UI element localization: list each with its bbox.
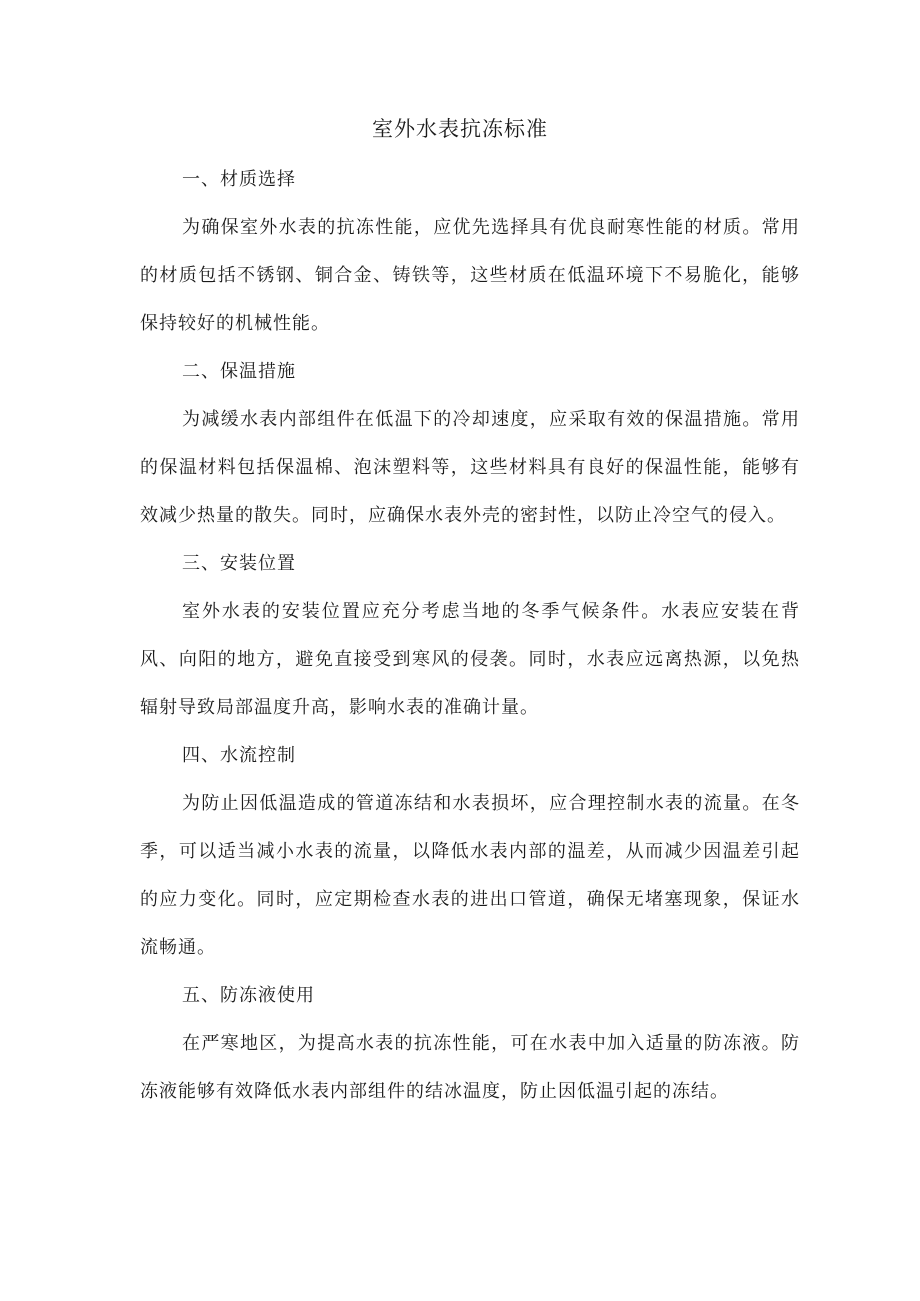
section-installation-location	[140, 540, 800, 732]
section-insulation-measures	[140, 348, 800, 540]
section-heading: 一、材质选择	[182, 169, 296, 190]
section-heading: 二、保温措施	[182, 361, 296, 382]
section-heading: 三、安装位置	[182, 553, 296, 574]
section-paragraph: 为确保室外水表的抗冻性能，应优先选择具有优良耐寒性能的材质。常用的材质包括不锈钢、铜合金、铸铁等，这些材质在低温环境下不易脆化，能够保持较好的机械性能。	[140, 217, 800, 334]
section-water-flow-control	[140, 732, 800, 972]
section-material-selection	[140, 156, 800, 348]
section-heading: 四、水流控制	[182, 745, 296, 766]
section-heading: 五、防冻液使用	[182, 985, 315, 1006]
section-antifreeze-use	[140, 972, 800, 1116]
document-title: 室外水表抗冻标准	[372, 117, 548, 141]
section-paragraph: 为减缓水表内部组件在低温下的冷却速度，应采取有效的保温措施。常用的保温材料包括保温棉、泡沫塑料等，这些材料具有良好的保温性能，能够有效减少热量的散失。同时，应确保水表外壳的密封性，以防止冷空气的侵入。	[140, 409, 800, 526]
section-paragraph: 在严寒地区，为提高水表的抗冻性能，可在水表中加入适量的防冻液。防冻液能够有效降低水表内部组件的结冰温度，防止因低温引起的冻结。	[140, 1033, 800, 1102]
section-paragraph: 室外水表的安装位置应充分考虑当地的冬季气候条件。水表应安装在背风、向阳的地方，避免直接受到寒风的侵袭。同时，水表应远离热源，以免热辐射导致局部温度升高，影响水表的准确计量。	[140, 601, 800, 718]
document-content	[140, 156, 800, 1116]
section-paragraph: 为防止因低温造成的管道冻结和水表损坏，应合理控制水表的流量。在冬季，可以适当减小水表的流量，以降低水表内部的温差，从而减少因温差引起的应力变化。同时，应定期检查水表的进出口管道，确保无堵塞现象，保证水流畅通。	[140, 793, 800, 958]
